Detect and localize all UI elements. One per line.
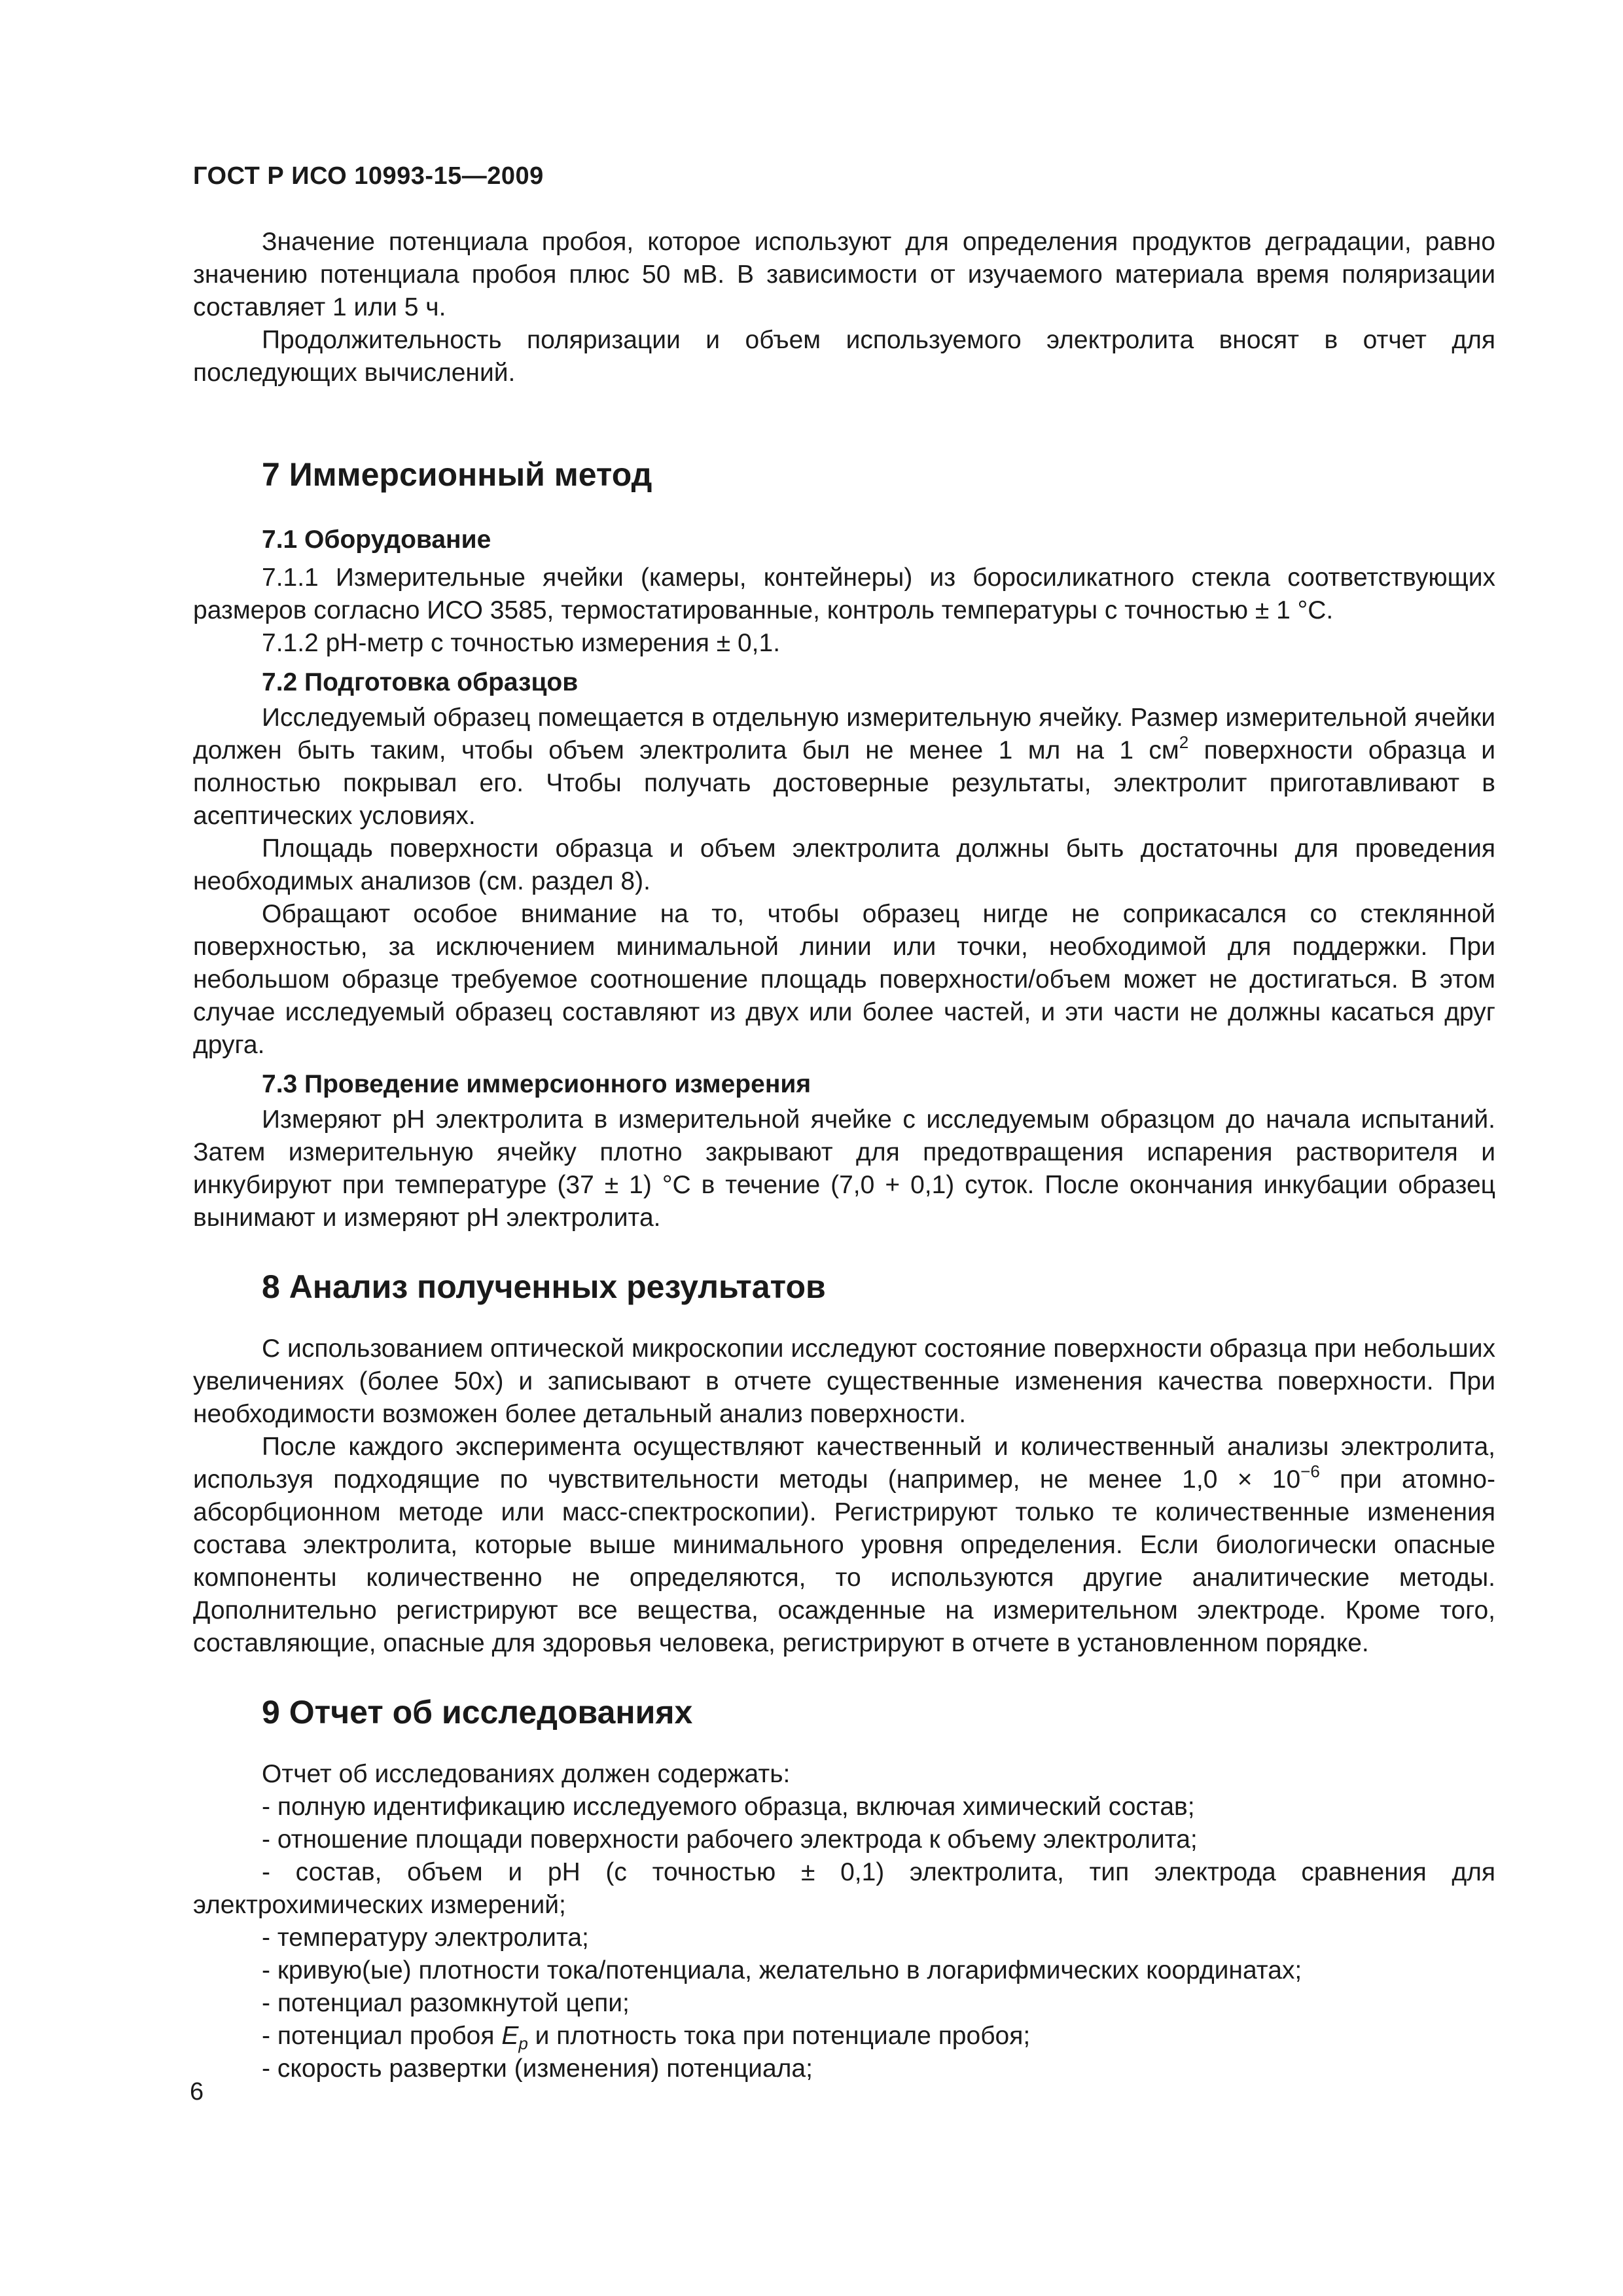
- section-7-2-title: 7.2 Подготовка образцов: [262, 668, 579, 696]
- list-item: - температуру электролита;: [262, 1924, 589, 1952]
- section-8-paragraph-1: С использованием оптической микроскопии исследуют состояние поверхности образца при небольших увеличениях (более 50х) и записывают в отчете существенные изменения качества поверхности. При необходимости возможен более детальный анализ поверхности.: [193, 1335, 1495, 1428]
- section-7-3-paragraph-1: Измеряют рН электролита в измерительной ячейке с исследуемым образцом до начала испытаний. Затем измерительную ячейку плотно закрывают для предотвращения испарения растворителя и инкубируют при температуре (37 ± 1) °С в течение (7,0 + 0,1) суток. После окончания инкубации образец вынимают и измеряют рН электролита.: [193, 1105, 1495, 1232]
- section-7-2-paragraph-3: Обращают особое внимание на то, чтобы образец нигде не соприкасался со стеклянной поверхностью, за исключением минимальной линии или точки, необходимой для поддержки. При небольшом образце требуемое соотношение площадь поверхности/объем может не достигаться. В этом случае исследуемый образец составляют из двух или более частей, и эти части не должны касаться друг друга.: [193, 900, 1495, 1059]
- item-7-1-2: 7.1.2 рН-метр с точностью измерения ± 0,1.: [262, 629, 781, 657]
- list-item-breakdown-potential: - потенциал пробоя $E_p$ и плотность тока при потенциале пробоя;: [262, 2022, 1031, 2053]
- section-7-title: 7 Иммерсионный метод: [262, 456, 652, 493]
- section-9-lead: Отчет об исследованиях должен содержать:: [262, 1760, 791, 1788]
- document-code-header: ГОСТ Р ИСО 10993-15—2009: [193, 162, 544, 190]
- list-item: - скорость развертки (изменения) потенциала;: [262, 2054, 813, 2083]
- intro-paragraph-1: Значение потенциала пробоя, которое используют для определения продуктов деградации, равно значению потенциала пробоя плюс 50 мВ. В зависимости от изучаемого материала время поляризации составляет 1 или 5 ч.: [193, 228, 1495, 321]
- document-body: [193, 226, 1495, 2085]
- intro-paragraph-2: Продолжительность поляризации и объем используемого электролита вносят в отчет для последующих вычислений.: [193, 326, 1495, 387]
- section-7-3-title: 7.3 Проведение иммерсионного измерения: [262, 1070, 812, 1098]
- section-8-title: 8 Анализ полученных результатов: [262, 1268, 826, 1305]
- list-item: - отношение площади поверхности рабочего электрода к объему электролита;: [262, 1825, 1198, 1854]
- section-9-title: 9 Отчет об исследованиях: [262, 1694, 693, 1731]
- list-item: - полную идентификацию исследуемого образца, включая химический состав;: [262, 1793, 1195, 1821]
- list-item: - потенциал разомкнутой цепи;: [262, 1989, 630, 2017]
- section-7-1-title: 7.1 Оборудование: [262, 526, 491, 554]
- page-number: 6: [190, 2078, 204, 2106]
- list-item: - кривую(ые) плотности тока/потенциала, желательно в логарифмических координатах;: [262, 1956, 1302, 1984]
- section-7-2-paragraph-2: Площадь поверхности образца и объем электролита должны быть достаточны для проведения необходимых анализов (см. раздел 8).: [193, 834, 1495, 895]
- list-item: - состав, объем и рН (с точностью ± 0,1) электролита, тип электрода сравнения для электрохимических измерений;: [193, 1858, 1495, 1919]
- section-8-paragraph-2: После каждого эксперимента осуществляют качественный и количественный анализы электролита, используя подходящие по чувствительности методы (например, не менее $1,0 \times 10^{-6}$ при атомно-абсорбционном методе или масс-спектроскопии). Регистрируют только те количественные изменения состава электролита, которые выше минимального уровня определения. Если биологически опасные компоненты количественно не определяются, то используются другие аналитические методы. Дополнительно регистрируют все вещества, осажденные на измерительном электроде. Кроме того, составляющие, опасные для здоровья человека, регистрируют в отчете в установленном порядке.: [193, 1433, 1495, 1657]
- item-7-1-1: 7.1.1 Измерительные ячейки (камеры, контейнеры) из боросиликатного стекла соответствующих размеров согласно ИСО 3585, термостатированные, контроль температуры с точностью ± 1 °С.: [193, 564, 1495, 624]
- section-7-2-paragraph-1: Исследуемый образец помещается в отдельную измерительную ячейку. Размер измерительной ячейки должен быть таким, чтобы объем электролита был не менее 1 мл на 1 $см^2$ поверхности образца и полностью покрывал его. Чтобы получать достоверные результаты, электролит приготавливают в асептических условиях.: [193, 704, 1495, 830]
